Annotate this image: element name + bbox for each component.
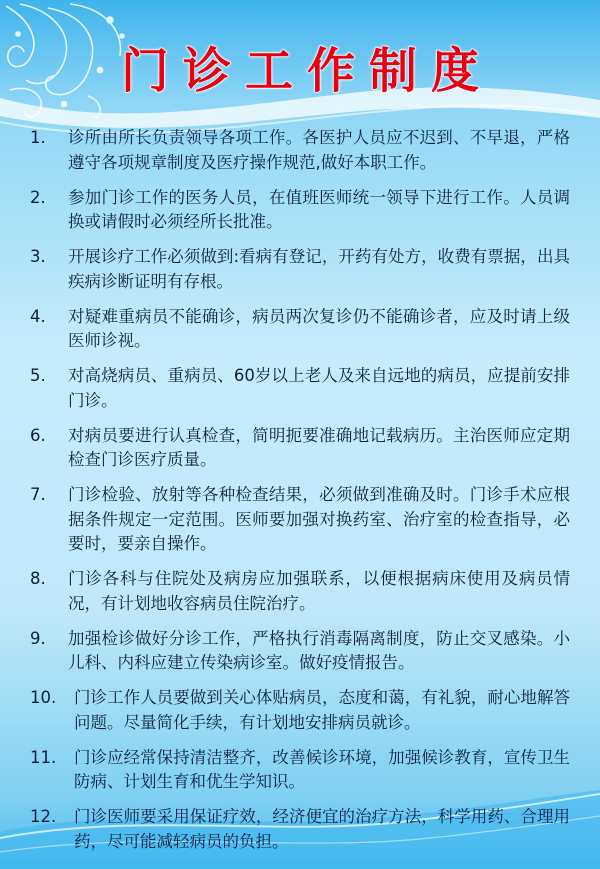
rule-item	[30, 305, 570, 354]
rule-item	[30, 186, 570, 235]
rule-item	[30, 126, 570, 175]
rule-item	[30, 746, 570, 795]
rule-text: 开展诊疗工作必须做到:看病有登记，开药有处方，收费有票据，出具疾病诊断证明有存根。	[68, 247, 570, 291]
rule-number: 5.	[30, 366, 46, 385]
rule-number: 10.	[30, 688, 57, 707]
rule-text: 门诊检验、放射等各种检查结果，必须做到准确及时。门诊手术应根据条件规定一定范围。医师要加强对换药室、治疗室的检查指导，必要时，要亲自操作。	[68, 485, 570, 553]
rule-number: 4.	[30, 306, 46, 326]
rule-item	[30, 424, 570, 473]
rule-number: 8.	[30, 569, 46, 588]
rule-number: 11.	[30, 747, 57, 767]
rule-item	[30, 805, 570, 854]
rule-text: 门诊应经常保持清洁整齐，改善候诊环境，加强候诊教育，宣传卫生防病、计划生育和优生学知识。	[74, 747, 570, 791]
rule-item	[30, 686, 570, 735]
rule-text: 门诊各科与住院处及病房应加强联系，以便根据病床使用及病员情况，有计划地收容病员住院治疗。	[68, 569, 570, 613]
rule-number: 1.	[30, 128, 46, 147]
rule-item	[30, 364, 570, 413]
rule-text: 对高烧病员、重病员、60岁以上老人及来自远地的病员，应提前安排门诊。	[68, 366, 570, 410]
rule-number: 3.	[30, 247, 46, 266]
rule-item	[30, 483, 570, 557]
rule-number: 7.	[30, 485, 46, 504]
page-title: 门诊工作制度	[120, 43, 493, 99]
rule-text: 加强检诊做好分诊工作，严格执行消毒隔离制度，防止交叉感染。小儿科、内科应建立传染病诊室。做好疫情报告。	[68, 628, 570, 672]
rule-number: 2.	[30, 187, 46, 207]
rule-text: 参加门诊工作的医务人员，在值班医师统一领导下进行工作。人员调换或请假时必须经所长批准。	[68, 187, 570, 231]
rule-item	[30, 245, 570, 294]
rule-text: 诊所由所长负责领导各项工作。各医护人员应不迟到、不早退，严格遵守各项规章制度及医疗操作规范,做好本职工作。	[68, 128, 570, 172]
rule-text: 对疑难重病员不能确诊，病员两次复诊仍不能确诊者，应及时请上级医师诊视。	[68, 306, 570, 350]
rule-text: 对病员要进行认真检查，简明扼要准确地记载病历。主治医师应定期检查门诊医疗质量。	[68, 425, 570, 469]
rule-number: 12.	[30, 807, 57, 826]
rule-number: 6.	[30, 425, 46, 445]
rules-list	[30, 126, 570, 865]
rule-text: 门诊工作人员要做到关心体贴病员，态度和蔼，有礼貌，耐心地解答问题。尽量简化手续，有计划地安排病员就诊。	[74, 688, 570, 732]
rule-number: 9.	[30, 628, 46, 648]
rule-item	[30, 567, 570, 616]
rule-text: 门诊医师要采用保证疗效，经济便宜的治疗方法，科学用药、合理用药，尽可能减轻病员的负担。	[74, 807, 570, 851]
rule-item	[30, 627, 570, 676]
